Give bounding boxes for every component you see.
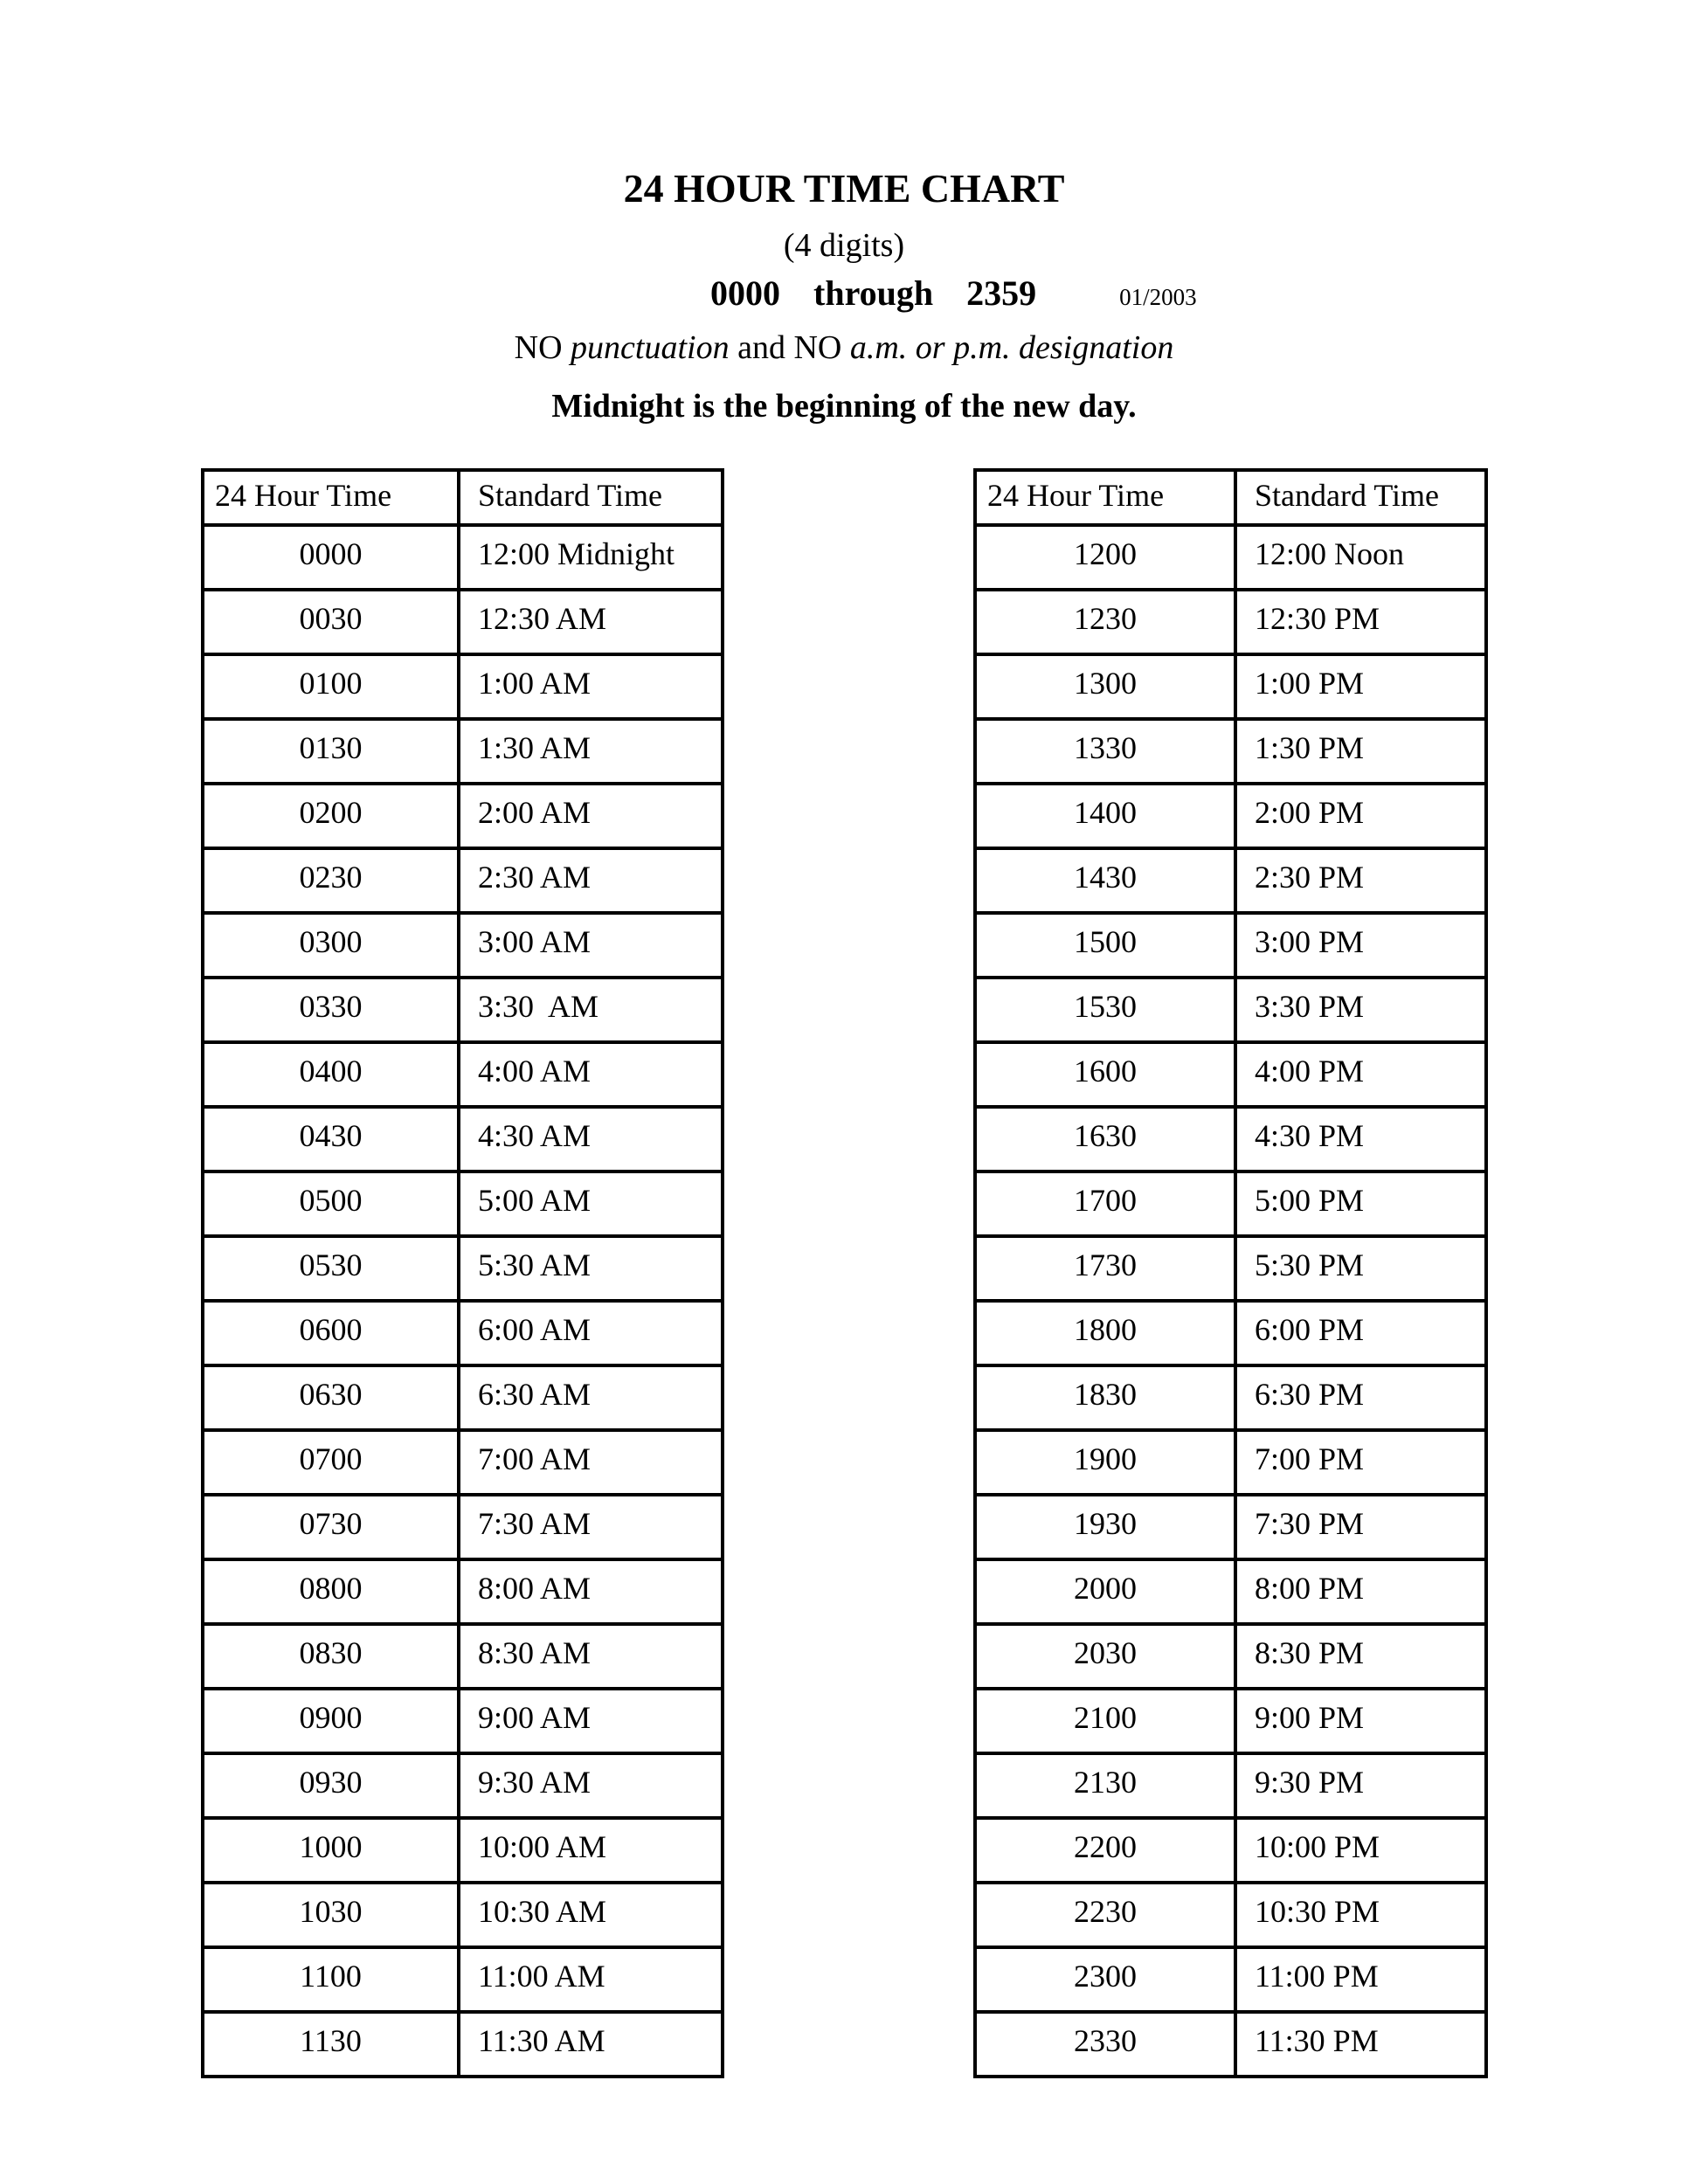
time-24hour-cell: 2000 xyxy=(975,1559,1235,1624)
table-row xyxy=(203,2012,723,2077)
range-connector: through xyxy=(813,273,934,313)
table-row xyxy=(975,654,1486,719)
time-24hour-cell: 0700 xyxy=(203,1430,459,1495)
table-row xyxy=(203,1236,723,1301)
table-row xyxy=(975,978,1486,1042)
time-standard-cell: 3:30 PM xyxy=(1235,978,1486,1042)
table-header-row xyxy=(203,470,723,525)
table-row xyxy=(203,1559,723,1624)
table-row xyxy=(975,1301,1486,1365)
time-standard-cell: 9:30 PM xyxy=(1235,1753,1486,1818)
time-24hour-cell: 2100 xyxy=(975,1689,1235,1753)
time-24hour-cell: 1300 xyxy=(975,654,1235,719)
time-standard-cell: 12:00 Midnight xyxy=(459,525,723,590)
time-24hour-cell: 2230 xyxy=(975,1883,1235,1947)
table-row xyxy=(975,1430,1486,1495)
time-24hour-cell: 2330 xyxy=(975,2012,1235,2077)
time-24hour-cell: 1430 xyxy=(975,848,1235,913)
time-standard-cell: 9:00 PM xyxy=(1235,1689,1486,1753)
time-24hour-cell: 0930 xyxy=(203,1753,459,1818)
time-standard-cell: 6:00 AM xyxy=(459,1301,723,1365)
range-end: 2359 xyxy=(966,273,1037,313)
table-row xyxy=(975,1689,1486,1753)
time-24hour-cell: 2200 xyxy=(975,1818,1235,1883)
table-row xyxy=(203,1883,723,1947)
time-24hour-cell: 1900 xyxy=(975,1430,1235,1495)
time-24hour-cell: 1030 xyxy=(203,1883,459,1947)
revision-date: 01/2003 xyxy=(1119,284,1197,310)
time-standard-cell: 5:00 PM xyxy=(1235,1171,1486,1236)
time-standard-cell: 12:30 AM xyxy=(459,590,723,654)
time-standard-cell: 6:30 AM xyxy=(459,1365,723,1430)
time-24hour-cell: 1500 xyxy=(975,913,1235,978)
punctuation-note-part-4: a.m. or p.m. designation xyxy=(849,329,1174,366)
time-24hour-cell: 1530 xyxy=(975,978,1235,1042)
midnight-note: Midnight is the beginning of the new day. xyxy=(551,388,1137,425)
time-24hour-cell: 1600 xyxy=(975,1042,1235,1107)
time-standard-cell: 9:00 AM xyxy=(459,1689,723,1753)
punctuation-note-part-2: punctuation xyxy=(571,329,730,366)
time-standard-cell: 2:30 AM xyxy=(459,848,723,913)
table-row xyxy=(203,1107,723,1171)
table-row xyxy=(975,525,1486,590)
table-row xyxy=(975,1042,1486,1107)
time-standard-cell: 4:00 PM xyxy=(1235,1042,1486,1107)
column-header-standard: Standard Time xyxy=(1235,470,1486,525)
time-24hour-cell: 1800 xyxy=(975,1301,1235,1365)
table-row xyxy=(975,848,1486,913)
table-row xyxy=(975,913,1486,978)
time-standard-cell: 5:30 AM xyxy=(459,1236,723,1301)
time-24hour-cell: 0630 xyxy=(203,1365,459,1430)
table-row xyxy=(203,590,723,654)
table-row xyxy=(203,1365,723,1430)
time-standard-cell: 7:30 AM xyxy=(459,1495,723,1559)
time-standard-cell: 10:00 AM xyxy=(459,1818,723,1883)
table-row xyxy=(203,1689,723,1753)
time-standard-cell: 8:00 AM xyxy=(459,1559,723,1624)
table-row xyxy=(975,1624,1486,1689)
time-24hour-cell: 1230 xyxy=(975,590,1235,654)
four-digits-note: (4 digits) xyxy=(783,227,905,264)
time-24hour-cell: 0600 xyxy=(203,1301,459,1365)
time-standard-cell: 11:30 AM xyxy=(459,2012,723,2077)
time-standard-cell: 10:30 AM xyxy=(459,1883,723,1947)
time-standard-cell: 4:00 AM xyxy=(459,1042,723,1107)
time-range-line xyxy=(710,273,1197,314)
time-24hour-cell: 0130 xyxy=(203,719,459,784)
time-standard-cell: 6:00 PM xyxy=(1235,1301,1486,1365)
punctuation-note-part-3: and NO xyxy=(729,329,850,366)
table-row xyxy=(975,590,1486,654)
time-24hour-cell: 2030 xyxy=(975,1624,1235,1689)
time-24hour-cell: 1930 xyxy=(975,1495,1235,1559)
table-row xyxy=(203,1301,723,1365)
table-row xyxy=(975,1365,1486,1430)
time-standard-cell: 11:00 PM xyxy=(1235,1947,1486,2012)
table-row xyxy=(203,784,723,848)
column-header-24hour: 24 Hour Time xyxy=(975,470,1235,525)
table-row xyxy=(203,1818,723,1883)
table-row xyxy=(203,1624,723,1689)
time-standard-cell: 7:30 PM xyxy=(1235,1495,1486,1559)
table-row xyxy=(975,1236,1486,1301)
time-24hour-cell: 1700 xyxy=(975,1171,1235,1236)
table-row xyxy=(203,719,723,784)
time-24hour-cell: 2130 xyxy=(975,1753,1235,1818)
time-24hour-cell: 1330 xyxy=(975,719,1235,784)
time-standard-cell: 1:30 PM xyxy=(1235,719,1486,784)
table-row xyxy=(203,1171,723,1236)
time-standard-cell: 3:30 AM xyxy=(459,978,723,1042)
table-row xyxy=(975,1753,1486,1818)
time-24hour-cell: 1400 xyxy=(975,784,1235,848)
time-24hour-cell: 0530 xyxy=(203,1236,459,1301)
time-24hour-cell: 0000 xyxy=(203,525,459,590)
punctuation-note-part-1: NO xyxy=(514,329,571,366)
time-standard-cell: 11:30 PM xyxy=(1235,2012,1486,2077)
time-24hour-cell: 1630 xyxy=(975,1107,1235,1171)
time-standard-cell: 4:30 PM xyxy=(1235,1107,1486,1171)
time-24hour-cell: 1830 xyxy=(975,1365,1235,1430)
time-24hour-cell: 1100 xyxy=(203,1947,459,2012)
table-row xyxy=(203,978,723,1042)
table-row xyxy=(203,1947,723,2012)
time-standard-cell: 10:00 PM xyxy=(1235,1818,1486,1883)
range-start: 0000 xyxy=(710,273,780,313)
time-standard-cell: 8:00 PM xyxy=(1235,1559,1486,1624)
time-24hour-cell: 0430 xyxy=(203,1107,459,1171)
time-24hour-cell: 1730 xyxy=(975,1236,1235,1301)
time-standard-cell: 1:30 AM xyxy=(459,719,723,784)
time-24hour-cell: 0900 xyxy=(203,1689,459,1753)
time-24hour-cell: 0830 xyxy=(203,1624,459,1689)
time-24hour-cell: 1130 xyxy=(203,2012,459,2077)
table-row xyxy=(203,1042,723,1107)
time-24hour-cell: 0100 xyxy=(203,654,459,719)
column-header-24hour: 24 Hour Time xyxy=(203,470,459,525)
time-standard-cell: 8:30 AM xyxy=(459,1624,723,1689)
table-row xyxy=(975,1947,1486,2012)
time-24hour-cell: 2300 xyxy=(975,1947,1235,2012)
table-row xyxy=(975,1495,1486,1559)
column-header-standard: Standard Time xyxy=(459,470,723,525)
time-standard-cell: 3:00 AM xyxy=(459,913,723,978)
time-standard-cell: 4:30 AM xyxy=(459,1107,723,1171)
time-standard-cell: 9:30 AM xyxy=(459,1753,723,1818)
table-row xyxy=(203,1430,723,1495)
time-24hour-cell: 0330 xyxy=(203,978,459,1042)
time-24hour-cell: 0230 xyxy=(203,848,459,913)
table-row xyxy=(975,1559,1486,1624)
table-row xyxy=(203,654,723,719)
table-row xyxy=(203,848,723,913)
time-24hour-cell: 0800 xyxy=(203,1559,459,1624)
time-standard-cell: 11:00 AM xyxy=(459,1947,723,2012)
right-time-table xyxy=(973,468,1488,2078)
table-row xyxy=(975,719,1486,784)
time-standard-cell: 1:00 PM xyxy=(1235,654,1486,719)
time-standard-cell: 12:00 Noon xyxy=(1235,525,1486,590)
time-standard-cell: 6:30 PM xyxy=(1235,1365,1486,1430)
time-24hour-cell: 0200 xyxy=(203,784,459,848)
time-standard-cell: 2:00 AM xyxy=(459,784,723,848)
page-title: 24 HOUR TIME CHART xyxy=(623,166,1065,211)
table-row xyxy=(975,1107,1486,1171)
table-row xyxy=(975,1171,1486,1236)
punctuation-note xyxy=(0,329,1688,368)
time-24hour-cell: 0300 xyxy=(203,913,459,978)
time-standard-cell: 7:00 PM xyxy=(1235,1430,1486,1495)
table-row xyxy=(975,1818,1486,1883)
table-row xyxy=(975,1883,1486,1947)
time-standard-cell: 10:30 PM xyxy=(1235,1883,1486,1947)
time-standard-cell: 7:00 AM xyxy=(459,1430,723,1495)
time-24hour-cell: 0730 xyxy=(203,1495,459,1559)
time-24hour-cell: 0030 xyxy=(203,590,459,654)
table-row xyxy=(203,1495,723,1559)
table-row xyxy=(203,525,723,590)
time-standard-cell: 2:00 PM xyxy=(1235,784,1486,848)
time-standard-cell: 3:00 PM xyxy=(1235,913,1486,978)
time-24hour-cell: 1000 xyxy=(203,1818,459,1883)
time-24hour-cell: 0400 xyxy=(203,1042,459,1107)
time-standard-cell: 12:30 PM xyxy=(1235,590,1486,654)
time-24hour-cell: 1200 xyxy=(975,525,1235,590)
table-row xyxy=(975,2012,1486,2077)
time-standard-cell: 1:00 AM xyxy=(459,654,723,719)
table-row xyxy=(203,913,723,978)
time-standard-cell: 2:30 PM xyxy=(1235,848,1486,913)
left-time-table xyxy=(201,468,724,2078)
table-header-row xyxy=(975,470,1486,525)
time-standard-cell: 5:30 PM xyxy=(1235,1236,1486,1301)
table-row xyxy=(975,784,1486,848)
table-row xyxy=(203,1753,723,1818)
time-24hour-cell: 0500 xyxy=(203,1171,459,1236)
time-standard-cell: 8:30 PM xyxy=(1235,1624,1486,1689)
time-standard-cell: 5:00 AM xyxy=(459,1171,723,1236)
